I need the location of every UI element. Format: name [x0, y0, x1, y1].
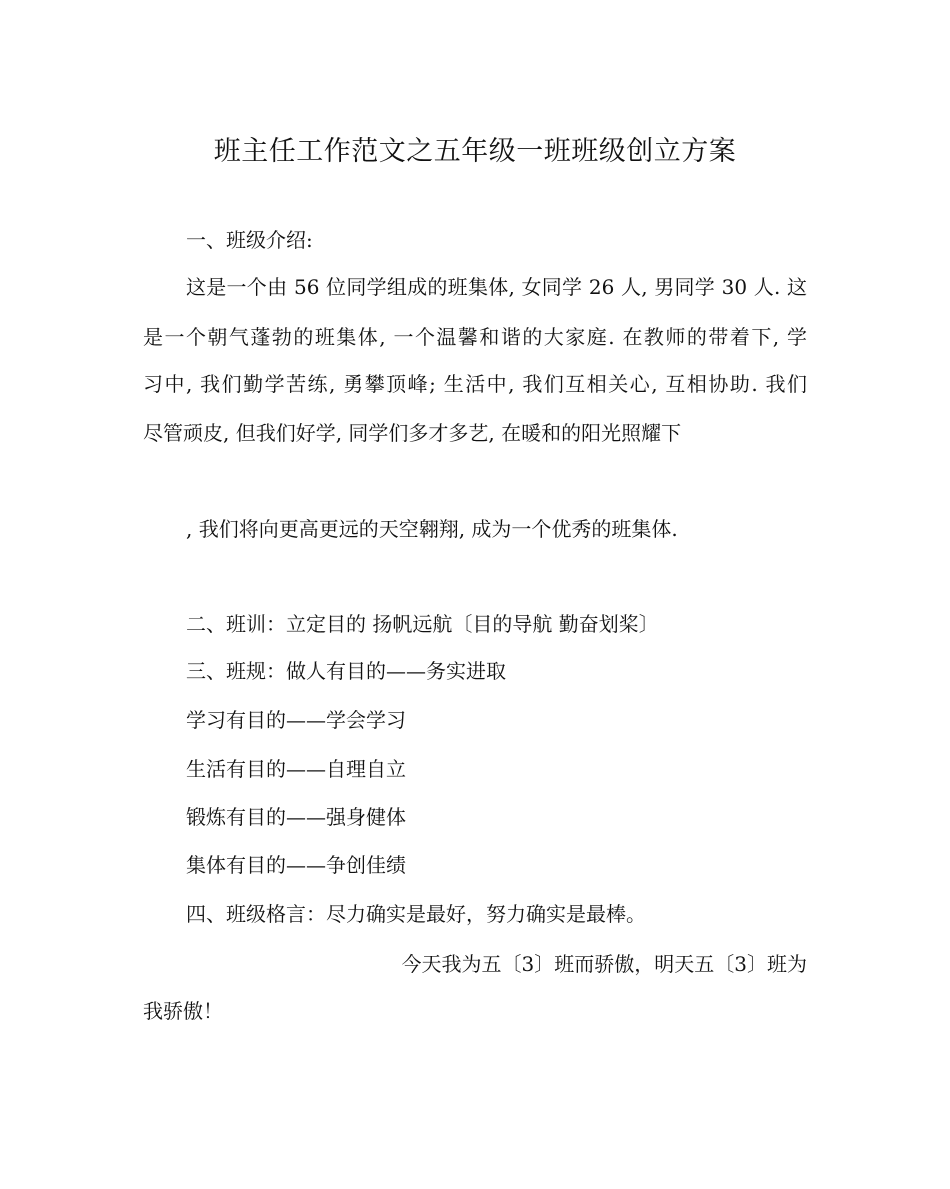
rules-item-study: 学习有目的——学会学习 — [186, 708, 406, 732]
intro-paragraph-line-4: 尽管顽皮, 但我们好学, 同学们多才多艺, 在暖和的阳光照耀下 — [143, 421, 682, 445]
section-motto-line: 二、班训：立定目的 扬帆远航〔目的导航 勤奋划桨〕 — [186, 612, 659, 636]
document-title: 班主任工作范文之五年级一班班级创立方案 — [213, 136, 737, 167]
rules-item-life: 生活有目的——自理自立 — [186, 757, 406, 781]
intro-paragraph-line-3: 习中, 我们勤学苦练, 勇攀顶峰; 生活中, 我们互相关心, 互相协助. 我们 — [143, 372, 807, 396]
closing-line-1: 今天我为五〔3〕班而骄傲，明天五〔3〕班为 — [401, 952, 807, 976]
section-slogan-line: 四、班级格言：尽力确实是最好，努力确实是最棒。 — [186, 902, 646, 926]
section-intro-heading: 一、班级介绍: — [186, 228, 313, 252]
rules-item-collective: 集体有目的——争创佳绩 — [186, 853, 406, 877]
rules-item-exercise: 锻炼有目的——强身健体 — [186, 805, 406, 829]
closing-line-2: 我骄傲！ — [143, 999, 223, 1023]
intro-paragraph-line-1: 这是一个由 56 位同学组成的班集体, 女同学 26 人, 男同学 30 人. 这 — [186, 275, 807, 299]
intro-paragraph-line-5: , 我们将向更高更远的天空翱翔, 成为一个优秀的班集体. — [186, 517, 678, 541]
section-rules-heading: 三、班规：做人有目的——务实进取 — [186, 659, 506, 683]
intro-paragraph-line-2: 是一个朝气蓬勃的班集体, 一个温馨和谐的大家庭. 在教师的带着下, 学 — [143, 325, 807, 349]
